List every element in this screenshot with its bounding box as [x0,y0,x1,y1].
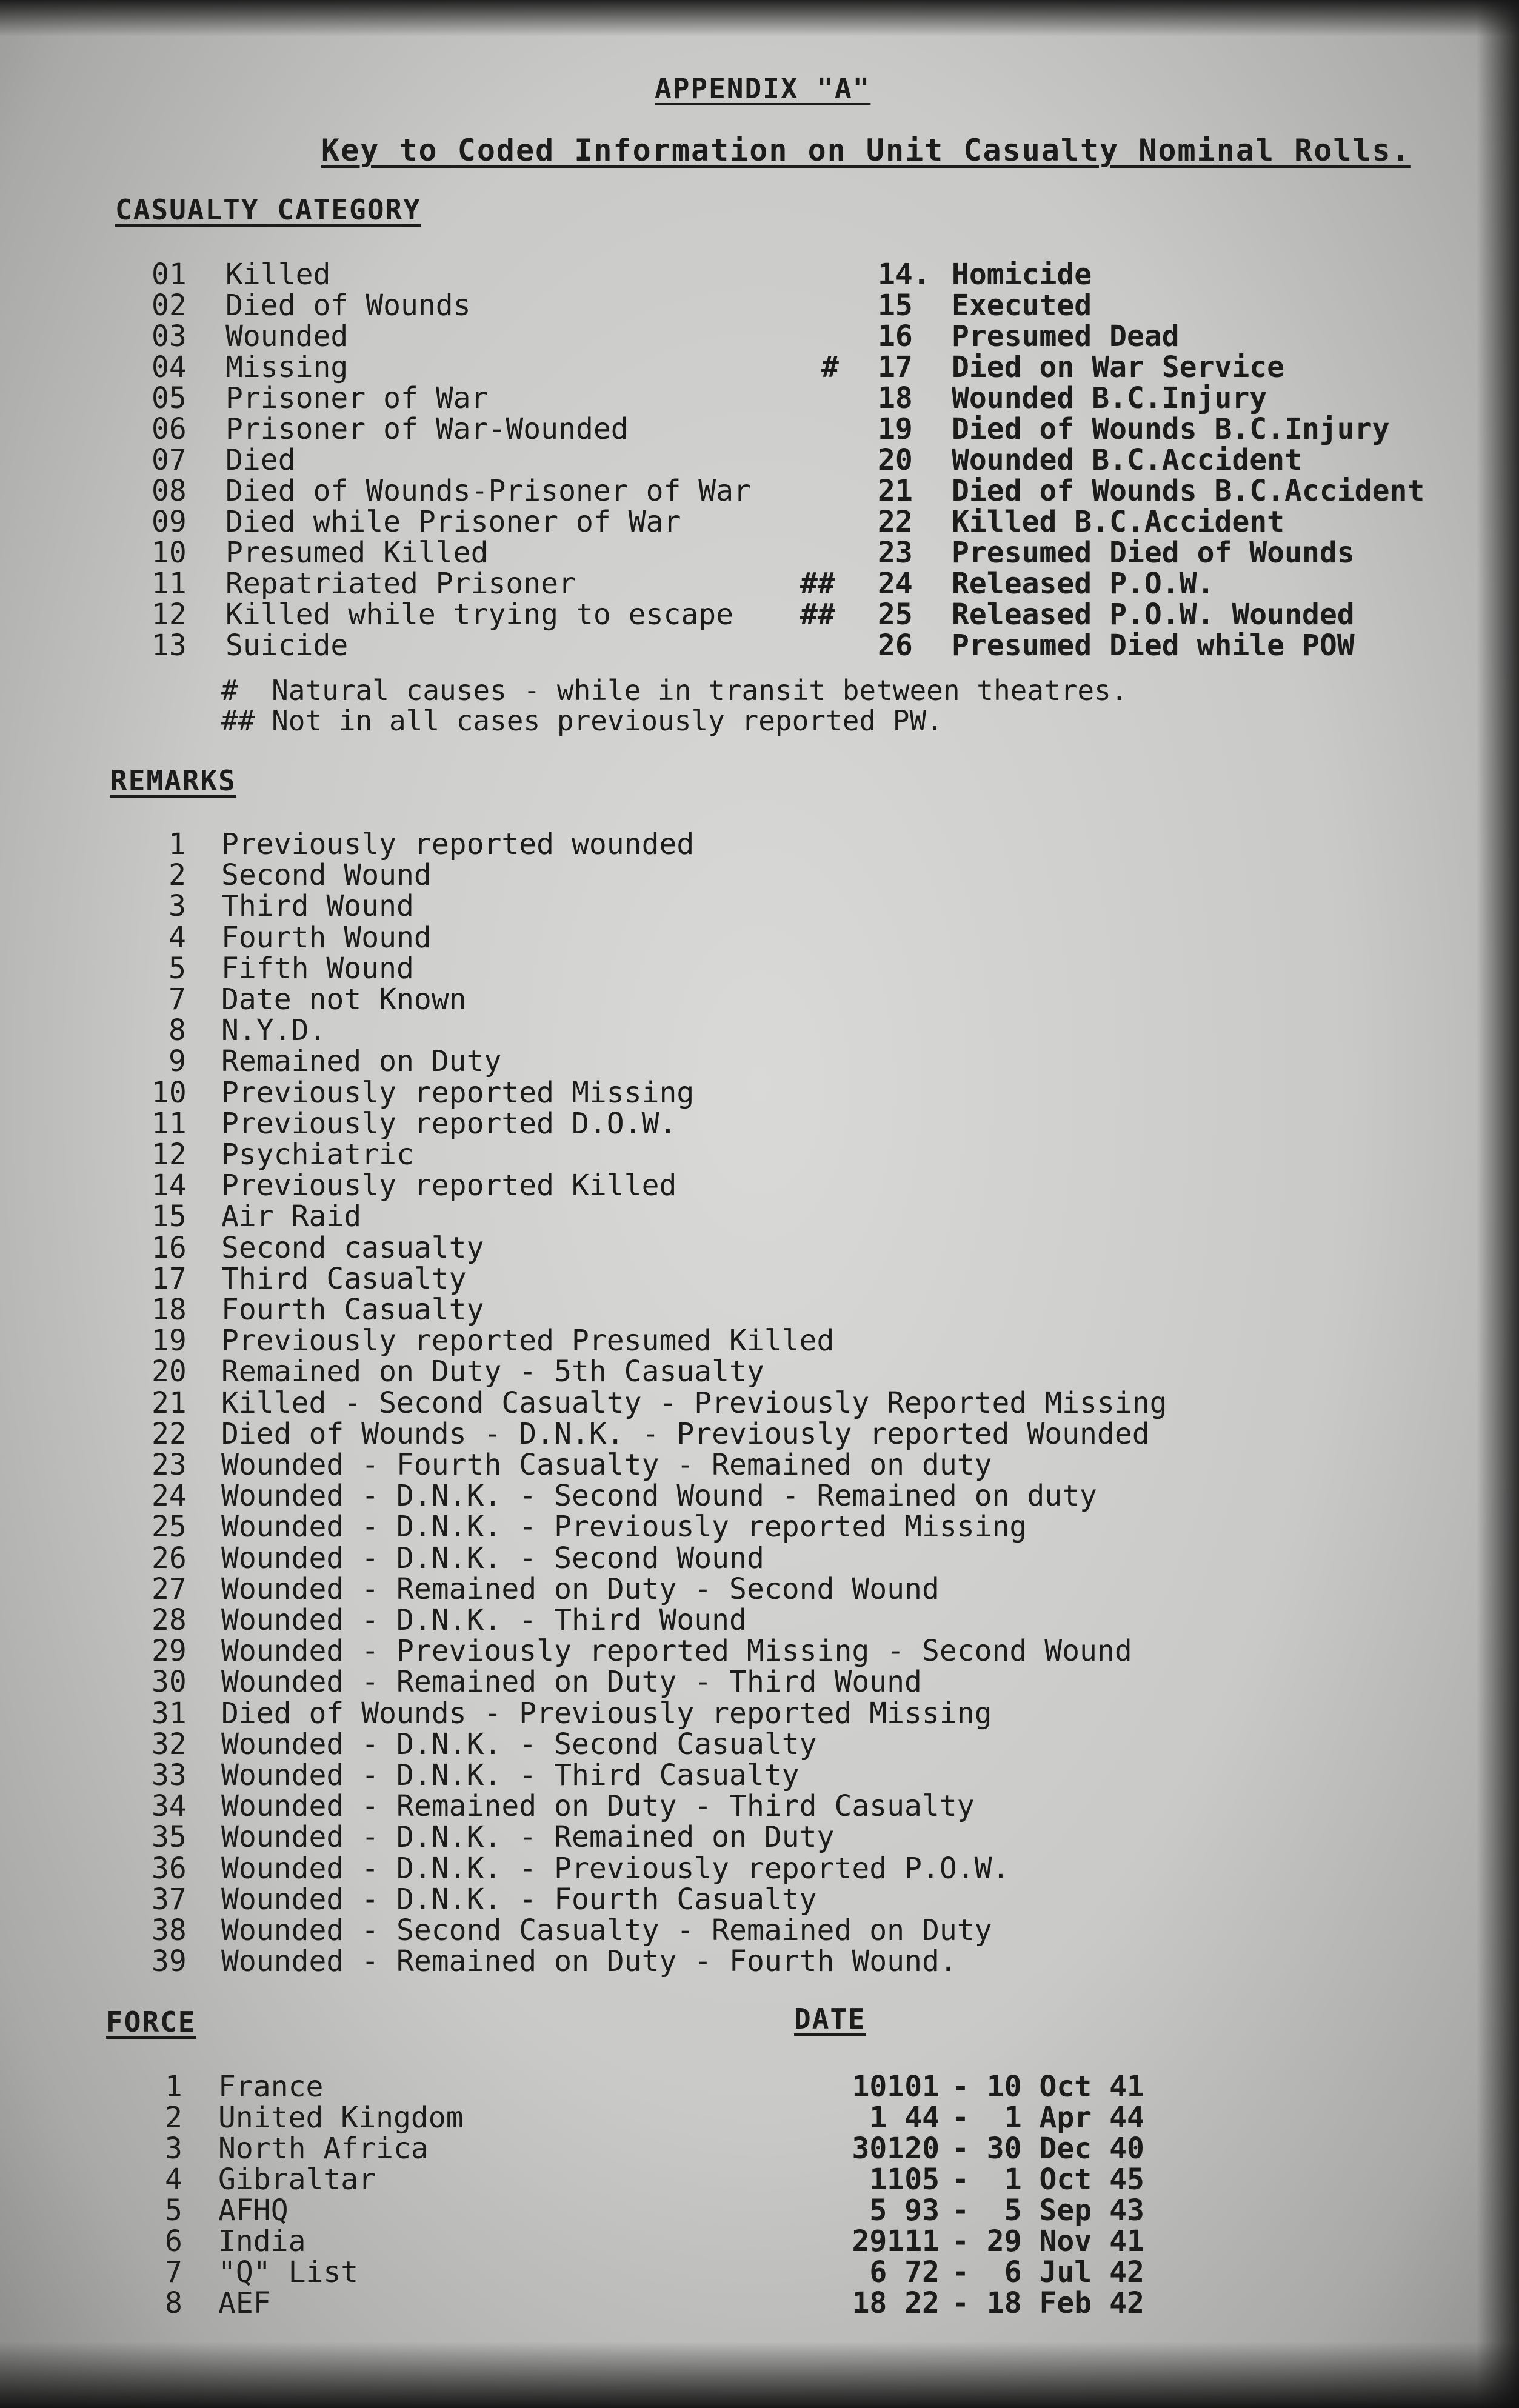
remark-code: 33 [152,1758,187,1792]
remark-code: 17 [152,1261,187,1296]
casualty-label: Wounded B.C.Accident [952,443,1302,477]
casualty-code: 07 [152,443,187,477]
force-code: 3 [165,2132,182,2166]
remark-label: Date not Known [221,982,467,1016]
casualty-code: 17 [878,350,913,384]
date-code: 6 72 [869,2255,940,2289]
remark-label: Wounded - D.N.K. - Second Wound [221,1541,764,1575]
casualty-label: Killed [225,258,331,292]
remark-code: 36 [152,1851,187,1886]
remark-code: 5 [169,951,186,986]
date-value: - 10 Oct 41 [952,2070,1144,2104]
casualty-code: 04 [152,350,187,384]
remark-code: 11 [152,1106,187,1141]
remark-label: Fifth Wound [221,951,414,986]
remark-code: 3 [169,889,186,924]
date-value: - 30 Dec 40 [952,2132,1144,2166]
casualty-label: Released P.O.W. [952,567,1215,601]
casualty-label: Died of Wounds [225,288,471,322]
remark-label: Second casualty [221,1230,484,1265]
force-code: 8 [165,2286,182,2320]
force-label: North Africa [218,2132,429,2166]
casualty-code: 10 [152,536,187,570]
force-code: 6 [165,2224,182,2258]
remark-label: Wounded - D.N.K. - Fourth Casualty [221,1882,817,1916]
remark-code: 20 [152,1355,187,1389]
remark-label: Second Wound [221,858,432,893]
casualty-label: Died of Wounds-Prisoner of War [225,474,751,508]
casualty-code: 15 [878,288,913,322]
casualty-footnote-mark: ## [800,567,835,601]
remark-label: Wounded - Remained on Duty - Third Casualty [221,1789,975,1824]
casualty-label: Prisoner of War-Wounded [225,412,629,446]
force-label: "Q" List [218,2255,359,2289]
remark-label: Wounded - D.N.K. - Second Wound - Remained on duty [221,1479,1097,1513]
remark-code: 37 [152,1882,187,1916]
remark-code: 21 [152,1386,187,1420]
casualty-code: 14. [878,258,930,292]
remark-label: Wounded - D.N.K. - Remained on Duty [221,1820,835,1855]
remark-label: Wounded - D.N.K. - Third Wound [221,1603,747,1637]
remark-code: 31 [152,1696,187,1730]
casualty-code: 02 [152,288,187,322]
remark-code: 7 [169,982,186,1016]
casualty-category-heading: CASUALTY CATEGORY [115,193,421,226]
remark-code: 14 [152,1169,187,1203]
remark-label: Air Raid [221,1199,362,1234]
date-code: 5 93 [869,2193,940,2227]
force-heading: FORCE [106,2006,196,2038]
casualty-label: Presumed Died while POW [952,629,1355,662]
remark-code: 9 [169,1044,186,1079]
remark-label: Previously reported wounded [221,827,695,861]
remark-code: 16 [152,1230,187,1265]
casualty-label: Repatriated Prisoner [225,567,576,601]
casualty-code: 22 [878,505,913,539]
remark-code: 12 [152,1138,187,1172]
scan-edge-bottom [0,2341,1519,2408]
casualty-code: 01 [152,258,187,292]
casualty-label: Died on War Service [952,350,1285,384]
force-code: 5 [165,2193,182,2227]
remark-code: 1 [169,827,186,861]
casualty-code: 23 [878,536,913,570]
casualty-code: 20 [878,443,913,477]
casualty-code: 08 [152,474,187,508]
remark-label: Wounded - Remained on Duty - Second Wound [221,1572,940,1606]
casualty-label: Killed while trying to escape [225,598,734,632]
remark-code: 27 [152,1572,187,1606]
remark-code: 19 [152,1324,187,1358]
date-value: - 5 Sep 43 [952,2193,1144,2227]
casualty-code: 13 [152,629,187,662]
casualty-label: Missing [225,350,349,384]
remark-code: 39 [152,1944,187,1979]
casualty-label: Prisoner of War [225,381,489,415]
force-label: AFHQ [218,2193,289,2227]
date-code: 18 22 [852,2286,940,2320]
remark-label: Third Wound [221,889,414,924]
casualty-code: 24 [878,567,913,601]
remark-code: 26 [152,1541,187,1575]
casualty-label: Died [225,443,296,477]
remark-code: 28 [152,1603,187,1637]
remark-label: Remained on Duty [221,1044,502,1079]
casualty-code: 09 [152,505,187,539]
force-label: United Kingdom [218,2101,464,2135]
remark-code: 22 [152,1416,187,1451]
remark-label: Previously reported D.O.W. [221,1106,677,1141]
date-code: 1 44 [869,2101,940,2135]
remark-label: N.Y.D. [221,1013,327,1048]
remark-label: Wounded - Second Casualty - Remained on Duty [221,1913,992,1947]
casualty-footnote-mark: ## [800,598,835,632]
remark-label: Psychiatric [221,1138,414,1172]
remark-label: Wounded - Previously reported Missing - Second Wound [221,1634,1132,1669]
force-code: 7 [165,2255,182,2289]
date-value: - 18 Feb 42 [952,2286,1144,2320]
remark-label: Killed - Second Casualty - Previously Reported Missing [221,1386,1167,1420]
casualty-label: Killed B.C.Accident [952,505,1285,539]
date-code: 10101 [852,2070,940,2104]
casualty-label: Released P.O.W. Wounded [952,598,1355,632]
remark-code: 38 [152,1913,187,1947]
date-code: 30120 [852,2132,940,2166]
remark-label: Remained on Duty - 5th Casualty [221,1355,764,1389]
remark-label: Previously reported Missing [221,1075,695,1110]
date-code: 1105 [869,2163,940,2196]
remark-code: 24 [152,1479,187,1513]
force-label: Gibraltar [218,2163,376,2196]
casualty-code: 05 [152,381,187,415]
casualty-code: 25 [878,598,913,632]
casualty-code: 18 [878,381,913,415]
remark-code: 15 [152,1199,187,1234]
remark-code: 23 [152,1448,187,1482]
appendix-title: APPENDIX "A" [655,72,871,105]
casualty-note-double-hash: ## Not in all cases previously reported PW. [221,704,943,737]
document-subtitle: Key to Coded Information on Unit Casualty Nominal Rolls. [321,133,1411,168]
remark-code: 10 [152,1075,187,1110]
remark-code: 29 [152,1634,187,1669]
remark-label: Previously reported Killed [221,1169,677,1203]
date-value: - 6 Jul 42 [952,2255,1144,2289]
date-value: - 29 Nov 41 [952,2224,1144,2258]
casualty-label: Wounded B.C.Injury [952,381,1267,415]
casualty-label: Presumed Died of Wounds [952,536,1355,570]
remark-label: Wounded - D.N.K. - Previously reported P.O.W. [221,1851,1010,1886]
remark-code: 25 [152,1510,187,1544]
force-code: 2 [165,2101,182,2135]
remark-code: 35 [152,1820,187,1855]
casualty-note-single-hash: # Natural causes - while in transit between theatres. [221,674,1128,707]
casualty-label: Died of Wounds B.C.Injury [952,412,1390,446]
date-code: 29111 [852,2224,940,2258]
casualty-label: Presumed Killed [225,536,489,570]
scan-edge-top [0,0,1519,36]
remark-label: Wounded - Fourth Casualty - Remained on duty [221,1448,992,1482]
remark-label: Wounded - D.N.K. - Previously reported Missing [221,1510,1027,1544]
remark-code: 18 [152,1293,187,1327]
date-value: - 1 Oct 45 [952,2163,1144,2196]
casualty-code: 03 [152,319,187,353]
remark-label: Wounded - D.N.K. - Second Casualty [221,1727,817,1761]
remark-code: 30 [152,1665,187,1699]
casualty-label: Executed [952,288,1092,322]
remark-code: 32 [152,1727,187,1761]
remark-code: 4 [169,920,186,955]
remark-label: Fourth Wound [221,920,432,955]
remark-label: Previously reported Presumed Killed [221,1324,835,1358]
casualty-code: 19 [878,412,913,446]
remark-label: Wounded - Remained on Duty - Third Wound [221,1665,922,1699]
casualty-footnote-mark: # [821,350,839,384]
casualty-label: Presumed Dead [952,319,1180,353]
force-label: AEF [218,2286,271,2320]
casualty-code: 21 [878,474,913,508]
scan-edge-right [1477,0,1519,2408]
remark-code: 8 [169,1013,186,1048]
force-label: France [218,2070,324,2104]
casualty-label: Died while Prisoner of War [225,505,681,539]
date-heading: DATE [794,2003,866,2035]
casualty-code: 06 [152,412,187,446]
remark-code: 2 [169,858,186,893]
remark-label: Fourth Casualty [221,1293,484,1327]
remark-label: Wounded - D.N.K. - Third Casualty [221,1758,800,1792]
casualty-label: Suicide [225,629,349,662]
force-code: 4 [165,2163,182,2196]
casualty-code: 11 [152,567,187,601]
force-label: India [218,2224,306,2258]
remark-label: Died of Wounds - Previously reported Missing [221,1696,992,1730]
casualty-code: 16 [878,319,913,353]
remarks-heading: REMARKS [110,764,236,797]
date-value: - 1 Apr 44 [952,2101,1144,2135]
casualty-code: 12 [152,598,187,632]
force-code: 1 [165,2070,182,2104]
remark-label: Died of Wounds - D.N.K. - Previously reported Wounded [221,1416,1150,1451]
remark-code: 34 [152,1789,187,1824]
casualty-label: Died of Wounds B.C.Accident [952,474,1425,508]
remark-label: Third Casualty [221,1261,467,1296]
casualty-label: Wounded [225,319,349,353]
casualty-code: 26 [878,629,913,662]
casualty-label: Homicide [952,258,1092,292]
remark-label: Wounded - Remained on Duty - Fourth Wound. [221,1944,957,1979]
